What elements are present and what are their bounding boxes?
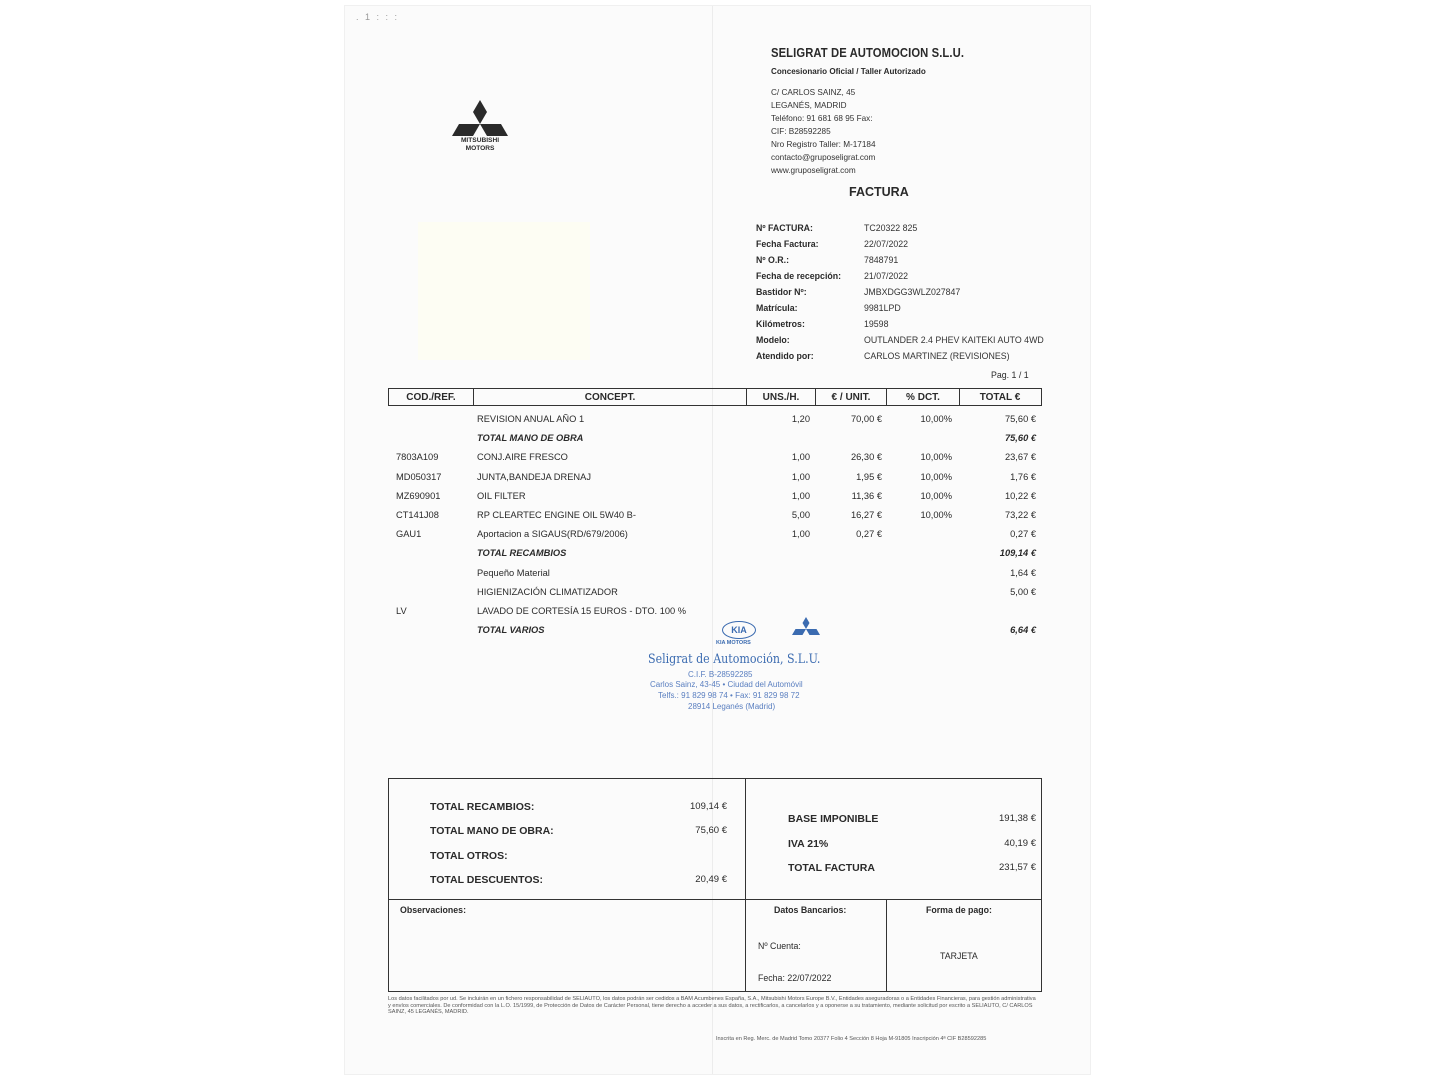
- col-code-header: COD./REF.: [389, 389, 474, 405]
- item-total: 73,22 €: [1004, 509, 1036, 520]
- totals-box: [388, 778, 1042, 992]
- meta-value: JMBXDGG3WLZ027847: [864, 287, 961, 297]
- company-address: [771, 86, 876, 177]
- total-value: 109,14 €: [690, 801, 727, 812]
- table-row: [388, 527, 1042, 546]
- item-discount: 10,00%: [920, 452, 952, 463]
- item-description: REVISION ANUAL AÑO 1: [477, 414, 585, 424]
- meta-label: Matrícula:: [756, 303, 798, 313]
- item-discount: 10,00%: [920, 471, 952, 482]
- item-discount: 10,00%: [920, 414, 952, 424]
- item-total: 75,60 €: [1004, 414, 1036, 424]
- address-line: www.gruposeligrat.com: [771, 166, 856, 175]
- registry-notice: Inscrita en Reg. Merc. de Madrid Tomo 20377 Folio 4 Sección 8 Hoja M-91805 Inscripción 4ª CIF B28592285: [716, 1036, 987, 1042]
- item-description: Aportacion a SIGAUS(RD/679/2006): [477, 529, 628, 540]
- item-description: TOTAL RECAMBIOS: [477, 548, 567, 559]
- item-total: 6,64 €: [1010, 625, 1036, 636]
- payment-method-label: Forma de pago:: [926, 905, 992, 915]
- stamp-company-name: Seligrat de Automoción, S.L.U.: [648, 652, 821, 667]
- item-units: 5,00: [791, 509, 810, 520]
- item-description: OIL FILTER: [477, 490, 526, 501]
- item-unit-price: 26,30 €: [850, 452, 882, 463]
- summary-label: BASE IMPONIBLE: [788, 813, 879, 825]
- table-row: [388, 450, 1042, 469]
- meta-label: Nº O.R.:: [756, 255, 790, 265]
- table-row: [388, 470, 1042, 489]
- total-label: TOTAL OTROS:: [430, 850, 508, 862]
- address-line: Teléfono: 91 681 68 95 Fax:: [771, 114, 873, 123]
- stamp-line: Telfs.: 91 829 98 74 • Fax: 91 829 98 72: [658, 691, 800, 700]
- meta-value: OUTLANDER 2.4 PHEV KAITEKI AUTO 4WD: [864, 335, 1044, 345]
- address-line: Nro Registro Taller: M-17184: [771, 140, 876, 149]
- item-code: MD050317: [396, 471, 442, 482]
- item-total: 23,67 €: [1004, 452, 1036, 463]
- item-description: TOTAL VARIOS: [477, 625, 545, 636]
- item-description: JUNTA,BANDEJA DRENAJ: [477, 471, 591, 482]
- item-description: CONJ.AIRE FRESCO: [477, 452, 568, 463]
- meta-value: 7848791: [864, 255, 899, 265]
- address-line: CIF: B28592285: [771, 127, 831, 136]
- payment-method-value: TARJETA: [940, 951, 978, 961]
- kia-logo: KIA: [722, 621, 756, 639]
- redacted-customer-block: [418, 222, 590, 360]
- company-subtitle: Concesionario Oficial / Taller Autorizado: [771, 66, 926, 76]
- item-unit-price: 16,27 €: [850, 509, 882, 520]
- item-units: 1,00: [791, 452, 810, 463]
- bank-data-label: Datos Bancarios:: [774, 905, 847, 915]
- item-code: MZ690901: [396, 490, 441, 501]
- address-line: C/ CARLOS SAINZ, 45: [771, 88, 856, 97]
- total-label: TOTAL DESCUENTOS:: [430, 874, 543, 886]
- item-description: RP CLEARTEC ENGINE OIL 5W40 B-: [477, 509, 636, 520]
- meta-label: Nº FACTURA:: [756, 223, 813, 233]
- item-unit-price: 1,95 €: [856, 471, 882, 482]
- total-value: 20,49 €: [695, 874, 727, 885]
- item-description: TOTAL MANO DE OBRA: [477, 433, 584, 444]
- item-units: 1,20: [791, 414, 810, 424]
- item-total: 75,60 €: [1004, 433, 1036, 444]
- total-value: 75,60 €: [695, 825, 727, 836]
- item-code: LV: [396, 605, 407, 616]
- col-discount-header: % DCT.: [887, 389, 960, 405]
- col-units-header: UNS./H.: [747, 389, 816, 405]
- summary-label: IVA 21%: [788, 838, 829, 850]
- summary-value: 40,19 €: [1004, 838, 1036, 849]
- table-row: [388, 489, 1042, 508]
- item-unit-price: 11,36 €: [851, 490, 882, 501]
- mitsubishi-stamp-icon: [792, 616, 820, 642]
- item-unit-price: 0,27 €: [856, 529, 882, 540]
- item-total: 1,76 €: [1010, 471, 1036, 482]
- item-total: 5,00 €: [1010, 586, 1036, 597]
- items-table-header: [388, 388, 1042, 406]
- summary-label: TOTAL FACTURA: [788, 862, 875, 874]
- col-price-header: € / UNIT.: [816, 389, 887, 405]
- summary-value: 231,57 €: [999, 862, 1036, 873]
- table-row: [388, 585, 1042, 604]
- meta-label: Fecha Factura:: [756, 239, 819, 249]
- item-description: Pequeño Material: [477, 567, 550, 578]
- stamp-line: Carlos Sainz, 43-45 • Ciudad del Automóvil: [650, 680, 803, 689]
- item-code: GAU1: [396, 529, 422, 540]
- meta-label: Modelo:: [756, 335, 790, 345]
- account-label: Nº Cuenta:: [758, 941, 801, 951]
- divider: [886, 899, 887, 991]
- company-stamp: [640, 615, 850, 720]
- table-row: [388, 412, 1042, 431]
- item-description: LAVADO DE CORTESÍA 15 EUROS - DTO. 100 %: [477, 605, 687, 616]
- item-discount: 10,00%: [920, 509, 952, 520]
- logo-text: MITSUBISHI MOTORS: [460, 137, 500, 152]
- table-row: [388, 566, 1042, 585]
- document-title: FACTURA: [849, 185, 909, 199]
- item-units: 1,00: [791, 471, 810, 482]
- meta-value: 21/07/2022: [864, 271, 909, 281]
- divider: [745, 779, 746, 991]
- corner-marks: . 1 : : :: [356, 12, 400, 22]
- item-units: 1,00: [791, 529, 810, 540]
- kia-logo-subtitle: KIA MOTORS: [716, 640, 751, 646]
- table-row: [388, 431, 1042, 450]
- item-code: CT141J08: [396, 509, 439, 520]
- meta-label: Kilómetros:: [756, 319, 805, 329]
- divider: [389, 899, 1041, 900]
- stamp-line: C.I.F. B-28592285: [688, 670, 753, 679]
- item-description: HIGIENIZACIÓN CLIMATIZADOR: [477, 586, 618, 597]
- total-label: TOTAL MANO DE OBRA:: [430, 825, 554, 837]
- page-number: Pag. 1 / 1: [991, 370, 1029, 380]
- meta-label: Bastidor Nº:: [756, 287, 807, 297]
- meta-value: 22/07/2022: [864, 239, 909, 249]
- address-line: LEGANÉS, MADRID: [771, 101, 847, 110]
- item-total: 10,22 €: [1004, 490, 1036, 501]
- item-total: 0,27 €: [1010, 529, 1036, 540]
- meta-value: CARLOS MARTINEZ (REVISIONES): [864, 351, 1010, 361]
- table-row: [388, 508, 1042, 527]
- table-row: [388, 546, 1042, 565]
- item-discount: 10,00%: [920, 490, 952, 501]
- meta-value: 19598: [864, 319, 889, 329]
- legal-notice: Los datos facilitados por ud. Se incluirán en un fichero responsabilidad de SELIAUTO, los datos podrán ser cedidos a BAM Acumbenes España, S.A., Mitsubishi Motors Europe B.V., Entidades aseguradoras o a Entidades Financieras, para gestión administrativa y envíos comerciales. De conformidad con la L.O. 15/1999, de Protección de Datos de Carácter Personal, tiene derecho a acceder a sus datos, a rectificarlos, a cancelarlos y a oponerse a su tratamiento, mediante solicitud por escrito a SELIAUTO, C/ CARLOS SAINZ, 45 LEGANÉS, MADRID.: [388, 996, 1036, 1016]
- item-units: 1,00: [791, 490, 810, 501]
- item-unit-price: 70,00 €: [850, 414, 882, 424]
- total-label: TOTAL RECAMBIOS:: [430, 801, 535, 813]
- summary-value: 191,38 €: [999, 813, 1036, 824]
- company-name: SELIGRAT DE AUTOMOCION S.L.U.: [771, 46, 965, 60]
- meta-label: Fecha de recepción:: [756, 271, 842, 281]
- item-code: 7803A109: [396, 452, 439, 463]
- meta-label: Atendido por:: [756, 351, 814, 361]
- items-table-body: [388, 412, 1042, 642]
- meta-value: 9981LPD: [864, 303, 901, 313]
- stamp-line: 28914 Leganés (Madrid): [688, 702, 776, 711]
- address-line: contacto@gruposeligrat.com: [771, 153, 876, 162]
- col-concept-header: CONCEPT.: [474, 389, 747, 405]
- col-total-header: TOTAL €: [979, 392, 1021, 403]
- item-total: 109,14 €: [999, 548, 1036, 559]
- item-total: 1,64 €: [1010, 567, 1036, 578]
- invoice-date-footer: Fecha: 22/07/2022: [758, 973, 832, 983]
- observaciones-label: Observaciones:: [400, 905, 467, 915]
- meta-value: TC20322 825: [864, 223, 918, 233]
